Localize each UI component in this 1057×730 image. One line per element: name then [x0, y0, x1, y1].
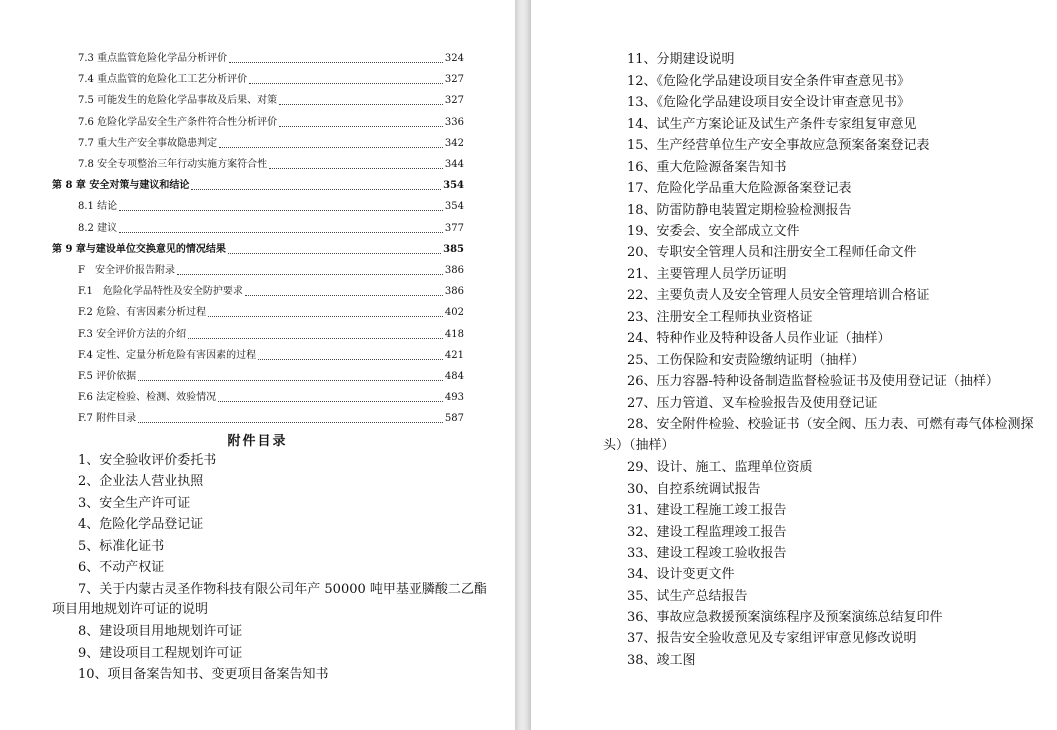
attachment-item: 36、事故应急救援预案演练程序及预案演练总结复印件: [627, 610, 943, 625]
toc-entry-page: 385: [443, 243, 464, 255]
toc-entry-page: 336: [444, 116, 464, 128]
toc-leader-dots: [119, 232, 443, 233]
toc-entry-label: 7.5 可能发生的危险化学品事故及后果、对策: [78, 95, 278, 107]
attachment-item: 6、不动产权证: [78, 560, 165, 575]
toc-leader-dots: [269, 168, 443, 169]
toc-leader-dots: [177, 274, 443, 275]
attachment-item: 项目用地规划许可证的说明: [52, 602, 209, 617]
right-page: [531, 0, 1057, 730]
attachment-item: 26、压力容器-特种设备制造监督检验证书及使用登记证（抽样）: [627, 374, 999, 389]
toc-entry-page: 587: [444, 413, 464, 425]
attachment-item: 3、安全生产许可证: [78, 496, 191, 511]
toc-entry-label: 7.4 重点监管的危险化工工艺分析评价: [78, 74, 248, 86]
toc-leader-dots: [138, 422, 443, 423]
toc-entry[interactable]: [52, 326, 464, 342]
page-gutter: [515, 0, 531, 730]
toc-entry-page: 344: [444, 159, 464, 170]
attachment-item: 27、压力管道、叉车检验报告及使用登记证: [627, 396, 878, 411]
toc-leader-dots: [219, 147, 443, 148]
toc-entry[interactable]: [52, 304, 464, 320]
toc-entry-label: 7.3 重点监管危险化学品分析评价: [78, 53, 228, 64]
toc-entry[interactable]: [52, 156, 464, 172]
toc-entry[interactable]: [52, 368, 464, 384]
toc-entry[interactable]: [52, 114, 464, 130]
toc-leader-dots: [258, 359, 443, 360]
toc-leader-dots: [191, 189, 441, 190]
toc-leader-dots: [188, 338, 443, 339]
toc-leader-dots: [138, 380, 443, 381]
attachment-item: 14、试生产方案论证及试生产条件专家组复审意见: [627, 117, 917, 132]
toc-entry[interactable]: [52, 241, 464, 257]
attachment-item: 19、安委会、安全部成立文件: [627, 224, 800, 239]
toc-entry-label: F.5 评价依据: [78, 371, 137, 382]
toc-entry-page: 421: [444, 349, 464, 361]
attachment-item: 头）（抽样）: [603, 438, 675, 453]
left-page: [0, 0, 515, 730]
attachment-item: 28、安全附件检验、校验证书（安全阀、压力表、可燃有毒气体检测探: [627, 417, 1034, 432]
toc-entry-page: 354: [444, 201, 464, 213]
toc-entry[interactable]: [52, 220, 464, 236]
attachment-item: 12、《危险化学品建设项目安全条件审查意见书》: [627, 74, 911, 89]
toc-entry[interactable]: [52, 177, 464, 193]
toc-entry[interactable]: [52, 198, 464, 214]
toc-entry-label: F.4 定性、定量分析危险有害因素的过程: [78, 349, 257, 361]
toc-entry-label: 7.6 危险化学品安全生产条件符合性分析评价: [78, 116, 278, 128]
toc-entry[interactable]: [52, 283, 464, 299]
attachment-item: 15、生产经营单位生产安全事故应急预案备案登记表: [627, 138, 930, 153]
toc-entry-label: 第 9 章与建设单位交换意见的情况结果: [52, 243, 226, 255]
attachment-item: 16、重大危险源备案告知书: [627, 160, 787, 175]
toc-entry-page: 386: [444, 265, 464, 276]
toc-entry-page: 418: [444, 328, 464, 340]
toc-entry-label: 7.7 重大生产安全事故隐患判定: [78, 137, 218, 149]
toc-entry[interactable]: [52, 389, 464, 405]
attachment-item: 4、危险化学品登记证: [78, 517, 204, 532]
attachment-item: 18、防雷防静电装置定期检验检测报告: [627, 203, 852, 218]
toc-entry-label: F.2 危险、有害因素分析过程: [78, 307, 207, 319]
attachment-item: 2、企业法人营业执照: [78, 474, 204, 489]
toc-entry-page: 484: [444, 371, 464, 382]
attachments-title: 附件目录: [227, 434, 288, 449]
toc-entry-label: 8.1 结论: [78, 201, 118, 213]
attachment-item: 37、报告安全验收意见及专家组评审意见修改说明: [627, 631, 917, 646]
toc-entry-page: 327: [444, 74, 464, 86]
toc-leader-dots: [119, 210, 443, 211]
attachment-item: 5、标准化证书: [78, 539, 165, 554]
toc-entry-label: 7.8 安全专项整治三年行动实施方案符合性: [78, 159, 268, 170]
attachment-item: 1、安全验收评价委托书: [78, 453, 217, 468]
toc-leader-dots: [228, 253, 441, 254]
attachment-item: 24、特种作业及特种设备人员作业证（抽样）: [627, 331, 891, 346]
attachment-item: 34、设计变更文件: [627, 567, 735, 582]
attachment-item: 23、注册安全工程师执业资格证: [627, 310, 813, 325]
attachment-item: 9、建设项目工程规划许可证: [78, 646, 243, 661]
toc-entry-label: 8.2 建议: [78, 222, 118, 234]
toc-entry-page: 493: [444, 392, 464, 404]
attachment-item: 20、专职安全管理人员和注册安全工程师任命文件: [627, 245, 917, 260]
attachment-item: 33、建设工程竣工验收报告: [627, 546, 787, 561]
attachment-item: 13、《危险化学品建设项目安全设计审查意见书》: [627, 95, 911, 110]
toc-leader-dots: [208, 316, 443, 317]
toc-entry-label: F.3 安全评价方法的介绍: [78, 328, 187, 340]
toc-leader-dots: [245, 295, 443, 296]
attachment-item: 38、竣工图: [627, 653, 696, 668]
attachment-item: 29、设计、施工、监理单位资质: [627, 460, 813, 475]
attachment-item: 32、建设工程监理竣工报告: [627, 525, 787, 540]
attachment-item: 31、建设工程施工竣工报告: [627, 503, 787, 518]
toc-entry[interactable]: [52, 347, 464, 363]
toc-entry-label: F 安全评价报告附录: [78, 265, 175, 276]
attachment-item: 21、主要管理人员学历证明: [627, 267, 787, 282]
toc-entry-page: 324: [444, 53, 464, 64]
toc-entry-page: 377: [444, 222, 464, 234]
attachment-item: 8、建设项目用地规划许可证: [78, 624, 243, 639]
attachment-item: 11、分期建设说明: [627, 52, 735, 67]
toc-entry-label: 第 8 章 安全对策与建议和结论: [52, 180, 190, 192]
toc-leader-dots: [229, 62, 443, 63]
attachment-item: 22、主要负责人及安全管理人员安全管理培训合格证: [627, 288, 930, 303]
toc-entry-page: 402: [444, 307, 464, 319]
toc-leader-dots: [249, 83, 443, 84]
toc-entry-page: 327: [444, 95, 464, 107]
toc-leader-dots: [218, 401, 443, 402]
toc-entry-page: 386: [444, 286, 464, 298]
toc-entry[interactable]: [52, 92, 464, 108]
toc-leader-dots: [279, 104, 443, 105]
toc-entry[interactable]: [52, 262, 464, 278]
attachment-item: 35、试生产总结报告: [627, 589, 748, 604]
toc-entry-label: F.6 法定检验、检测、效验情况: [78, 392, 217, 404]
attachment-item: 10、项目备案告知书、变更项目备案告知书: [78, 667, 329, 682]
toc-entry-page: 342: [444, 137, 464, 149]
toc-entry-label: F.1 危险化学品特性及安全防护要求: [78, 286, 243, 298]
toc-entry[interactable]: [52, 135, 464, 151]
toc-entry[interactable]: [52, 50, 464, 66]
attachment-item: 7、关于内蒙古灵圣作物科技有限公司年产 50000 吨甲基亚膦酸二乙酯: [78, 582, 487, 597]
toc-entry-label: F.7 附件目录: [78, 413, 137, 425]
toc-entry[interactable]: [52, 410, 464, 426]
attachment-item: 25、工伤保险和安责险缴纳证明（抽样）: [627, 353, 865, 368]
toc-entry[interactable]: [52, 71, 464, 87]
toc-leader-dots: [279, 126, 443, 127]
toc-entry-page: 354: [443, 180, 464, 192]
attachment-item: 17、危险化学品重大危险源备案登记表: [627, 181, 852, 196]
attachment-item: 30、自控系统调试报告: [627, 482, 761, 497]
